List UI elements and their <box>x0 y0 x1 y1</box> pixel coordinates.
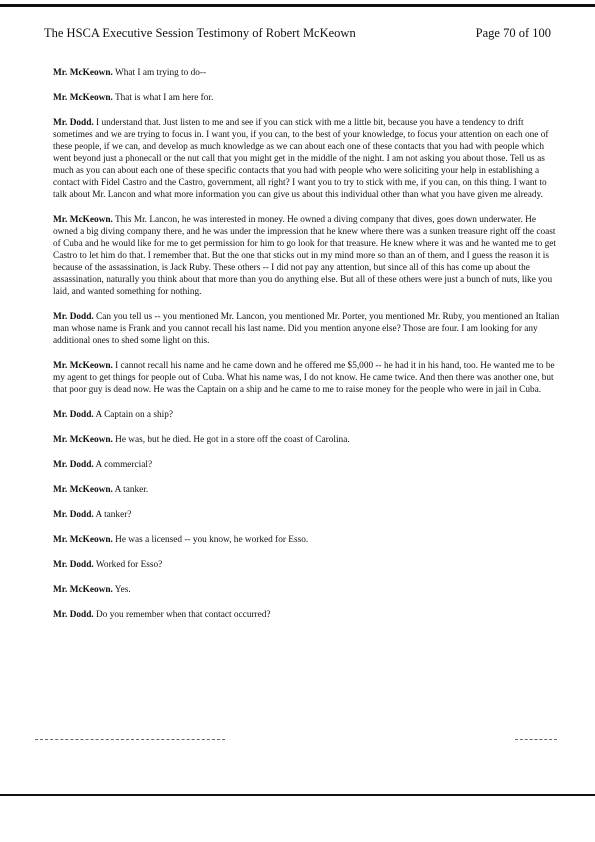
footer-scan-line <box>515 739 557 740</box>
speaker-name: Mr. McKeown. <box>53 93 113 103</box>
transcript-paragraph <box>53 360 560 396</box>
transcript-paragraph <box>53 409 560 421</box>
transcript-paragraph <box>53 92 560 104</box>
transcript-paragraph <box>53 214 560 298</box>
testimony-text: Do you remember when that contact occurred? <box>93 610 271 620</box>
transcript-paragraph <box>53 67 560 79</box>
top-rule <box>0 4 595 7</box>
speaker-name: Mr. McKeown. <box>53 68 113 78</box>
transcript-paragraph <box>53 609 560 621</box>
speaker-name: Mr. Dodd. <box>53 610 94 620</box>
testimony-text: Yes. <box>112 585 131 595</box>
speaker-name: Mr. Dodd. <box>53 312 94 322</box>
speaker-name: Mr. Dodd. <box>53 510 94 520</box>
testimony-text: I understand that. Just listen to me and see if you can stick with me a little bit, because you have a tendency to drift sometimes and we are trying to focus in. I want you, if you can, to the best of your knowledge, to focus your attention on each one of these people, if we can, and develop as much knowledge as we can about each one of these contacts that you had with people which went beyond just a phonecall or the nut call that you might get in the middle of the night. I am not asking you about those. Tell us as much as you can about each one of these specific contacts that you had with people who were soliciting your help in establishing a contact with Fidel Castro and the Castro, government, all right? I want you to try to stick with me, if you can, on this thing. I want to talk about Mr. Lancon and what more information you can give us about this individual other than what you have given me already. <box>53 118 549 200</box>
testimony-text: This Mr. Lancon, he was interested in money. He owned a diving company that dives, goes down underwater. He owned a big diving company there, and he was under the impression that he knew where there was a sunken treasure right off the coast of Cuba and he would like for me to get permission for him to go look for that treasure. He knew where it was and he wanted me to get Castro to let him do that. I remember that. But the one that sticks out in my mind more so than an of them, and I guess the reason it is because of the assassination, is Jack Ruby. These others -- I did not pay any attention, but since all of this has come up about the assassination, naturally you think about that more than you do anything else. But all of these others were just a bunch of nuts, like you laid, and wanted something for nothing. <box>53 215 556 297</box>
testimony-text: That is what I am here for. <box>112 93 214 103</box>
page-header <box>44 26 551 41</box>
transcript-paragraph <box>53 584 560 596</box>
speaker-name: Mr. McKeown. <box>53 435 113 445</box>
speaker-name: Mr. McKeown. <box>53 215 113 225</box>
testimony-text: A commercial? <box>93 460 153 470</box>
speaker-name: Mr. Dodd. <box>53 560 94 570</box>
transcript-paragraph <box>53 459 560 471</box>
testimony-text: A Captain on a ship? <box>93 410 174 420</box>
testimony-text: I cannot recall his name and he came down and he offered me $5,000 -- he had it in his hand, too. He wanted me to be my agent to get things for people out of Cuba. What his name was, I do not know. He came twice. And then there was another one, but that poor guy is dead now. He was the Captain on a ship and he came to me to raise money for the people who were in jail in Cuba. <box>53 361 555 395</box>
footer-scan-line <box>35 739 225 740</box>
transcript-paragraph <box>53 534 560 546</box>
testimony-text: What I am trying to do-- <box>112 68 207 78</box>
speaker-name: Mr. McKeown. <box>53 585 113 595</box>
testimony-text: A tanker? <box>93 510 132 520</box>
transcript-paragraph <box>53 509 560 521</box>
testimony-text: He was a licensed -- you know, he worked for Esso. <box>112 535 309 545</box>
transcript-paragraph <box>53 484 560 496</box>
testimony-text: Can you tell us -- you mentioned Mr. Lancon, you mentioned Mr. Porter, you mentioned Mr. Ruby, you mentioned an Italian man whose name is Frank and you cannot recall his last name. Did you mention anyone else? Those are four. I am looking for any additional ones to shed some light on this. <box>53 312 560 346</box>
document-title: The HSCA Executive Session Testimony of Robert McKeown <box>44 26 356 40</box>
bottom-rule <box>0 794 595 796</box>
speaker-name: Mr. McKeown. <box>53 535 113 545</box>
transcript-paragraph <box>53 117 560 201</box>
speaker-name: Mr. Dodd. <box>53 118 94 128</box>
transcript-paragraph <box>53 559 560 571</box>
page-number: Page 70 of 100 <box>475 26 551 40</box>
testimony-text: He was, but he died. He got in a store off the coast of Carolina. <box>112 435 350 445</box>
testimony-text: A tanker. <box>112 485 149 495</box>
speaker-name: Mr. McKeown. <box>53 485 113 495</box>
transcript-paragraph <box>53 311 560 347</box>
transcript-body <box>53 67 560 634</box>
speaker-name: Mr. Dodd. <box>53 410 94 420</box>
speaker-name: Mr. Dodd. <box>53 460 94 470</box>
speaker-name: Mr. McKeown. <box>53 361 113 371</box>
testimony-text: Worked for Esso? <box>93 560 163 570</box>
transcript-paragraph <box>53 434 560 446</box>
